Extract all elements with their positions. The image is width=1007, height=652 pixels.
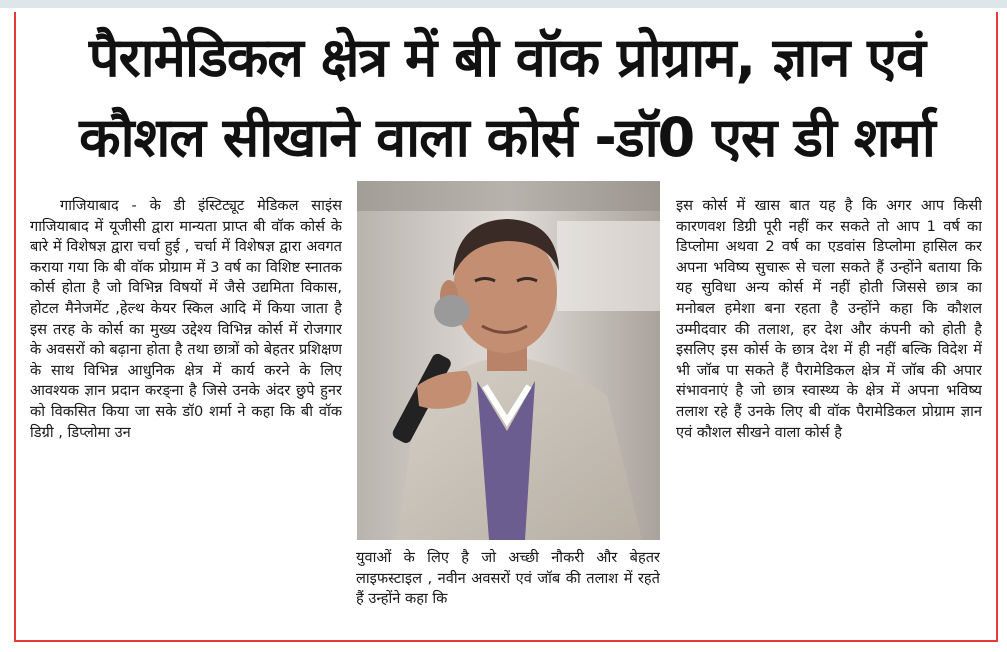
headline-line-1: पैरामेडिकल क्षेत्र में बी वॉक प्रोग्राम, ज्ञान एवं: [88, 26, 926, 89]
headline-line-2: कौशल सीखाने वाला कोर्स -डॉ0 एस डी शर्मा: [79, 106, 935, 169]
speaker-photo-illustration: [357, 181, 660, 540]
article-column-right: [676, 196, 982, 636]
article-column-middle: [356, 548, 660, 632]
headline: [24, 18, 990, 178]
top-strip: [0, 0, 1007, 8]
speaker-photo: [357, 181, 660, 540]
column-middle-text: युवाओं के लिए है जो अच्छी नौकरी और बेहतर लाइफस्टाइल , नवीन अवसरों एवं जॉब की तलाश में रहते हैं उन्होंने कहा कि: [356, 549, 660, 608]
column-right-text: इस कोर्स में खास बात यह है कि अगर आप किसी कारणवश डिग्री पूरी नहीं कर सकते तो आप 1 वर्ष का डिप्लोमा अथवा 2 वर्ष का एडवांस डिप्लोमा हासिल कर अपना भविष्य सुचारू से चला सकते हैं उन्होंने बताया कि यह सुविधा अन्य कोर्स में नहीं होती जिससे छात्र का मनोबल हमेशा बना रहता है उन्होंने कहा कि कौशल उम्मीदवार की तलाश, हर देश और कंपनी को होती है इसलिए इस कोर्स के छात्र देश में ही नहीं बल्कि विदेश में भी जॉब पा सकते हैं पैरामेडिकल क्षेत्र में जॉब की अपार संभावनाएं है जो छात्र स्वास्थ्य के क्षेत्र में अपना भविष्य तलाश रहे हैं उनके लिए बी वॉक पैरामेडिकल प्रोग्राम ज्ञान एवं कौशल सीखने वाला कोर्स है: [676, 197, 982, 441]
column-left-text: गाजियाबाद - के डी इंस्टिट्यूट मेडिकल साइंस गाजियाबाद में यूजीसी द्वारा मान्यता प्राप्त बी वॉक कोर्स के बारे में विशेषज्ञ द्वारा चर्चा हुई , चर्चा में विशेषज्ञ द्वारा अवगत कराया गया कि बी वॉक प्रोग्राम में 3 वर्ष का विशिष्ट स्नातक कोर्स होता है जो विभिन्न विषयों में जैसे उद्यमिता विकास, होटल मैनेजमेंट ,हेल्थ केयर स्किल आदि में किया जाता है इस तरह के कोर्स का मुख्य उद्देश्य विभिन्न कोर्स में रोजगार के अवसरों को बढ़ाना होता है तथा छात्रों को बेहतर प्रशिक्षण के साथ विभिन्न आधुनिक क्षेत्र में कार्य करने के लिए आवश्यक ज्ञान प्रदान करङ्ना है जिसे उनके अंदर छुपे हुनर को विकसित किया जा सके डॉ0 शर्मा ने कहा कि बी वॉक डिग्री , डिप्लोमा उन: [30, 197, 342, 441]
article-column-left: [30, 196, 342, 636]
